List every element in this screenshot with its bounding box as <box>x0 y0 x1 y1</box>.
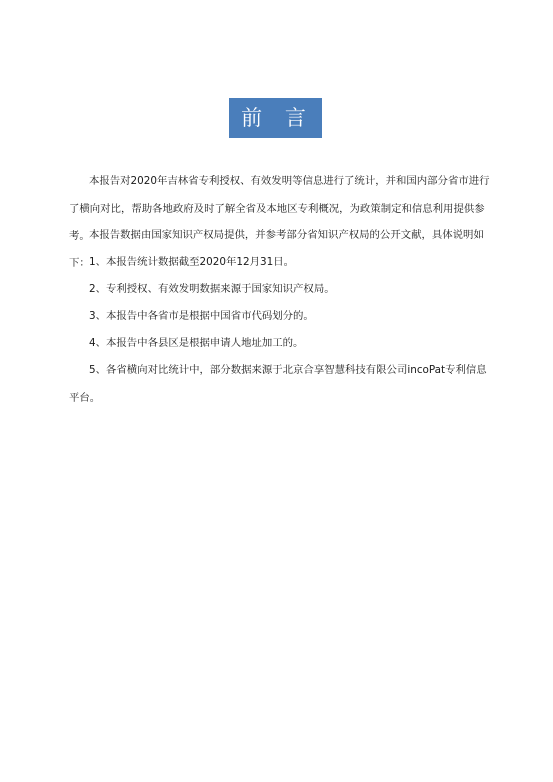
note-number: 5、 <box>89 364 107 376</box>
note-number: 3、 <box>89 310 107 322</box>
data-source-paragraph: 本报告数据由国家知识产权局提供，并参考部分省知识产权局的公开文献，具体说明如下： <box>69 229 484 269</box>
note-number: 2、 <box>89 283 107 295</box>
note-text: 本报告统计数据截至2020年12月31日。 <box>106 256 294 268</box>
note-text: 本报告中各县区是根据申请人地址加工的。 <box>106 337 304 349</box>
note-item <box>69 357 491 412</box>
note-text: 本报告中各省市是根据中国省市代码划分的。 <box>106 310 314 322</box>
note-item <box>69 330 491 358</box>
preface-title: 前 言 <box>229 98 322 138</box>
note-text: 专利授权、有效发明数据来源于国家知识产权局。 <box>106 283 335 295</box>
note-item <box>69 276 491 304</box>
note-item <box>69 249 491 277</box>
note-text: 各省横向对比统计中，部分数据来源于北京合享智慧科技有限公司incoPat专利信息平台。 <box>69 364 487 404</box>
note-number: 4、 <box>89 337 107 349</box>
note-item <box>69 303 491 331</box>
note-number: 1、 <box>89 256 107 268</box>
intro-paragraph: 本报告对2020年吉林省专利授权、有效发明等信息进行了统计，并和国内部分省市进行了横向对比，帮助各地政府及时了解全省及本地区专利概况，为政策制定和信息利用提供参考。 <box>69 175 490 242</box>
